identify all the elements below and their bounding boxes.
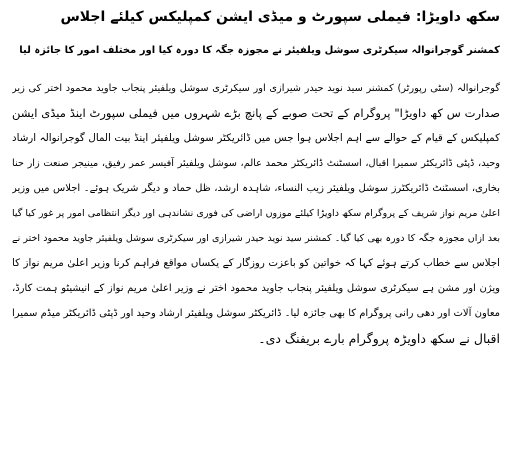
body-line: بخاری، اسسٹنٹ ڈائریکٹرز سوشل ویلفیئر زیب النساء، شاہدہ ارشد، ظل حماد و دیگر شریک ہوئے۔ اجلاس میں وزیر bbox=[12, 183, 500, 194]
article-headline: سکھ داویڑا: فیملی سپورٹ و میڈی ایشن کمپلیکس کیلئے اجلاس bbox=[60, 9, 500, 25]
body-line: اجلاس سے خطاب کرتے ہوئے کہا کہ خواتین کو باعزت روزگار کے یکساں مواقع فراہم کرنا وزیر اعلیٰ مریم نواز کا bbox=[12, 257, 500, 269]
body-line: ویژن اور مشن ہے سیکرٹری سوشل ویلفیئر پنجاب جاوید محمود اختر نے وزیر اعلیٰ مریم نواز کے انیشیٹو ہمت کارڈ، bbox=[12, 283, 500, 294]
body-line: بعد ازاں مجوزہ جگہ کا دورہ بھی کیا گیا۔ کمشنر سید نوید حیدر شیرازی اور سیکرٹری سوشل ویلفیئر جاوید محمود اختر نے bbox=[12, 233, 500, 244]
body-line: وحید، ڈپٹی ڈائریکٹر سمیرا اقبال، اسسٹنٹ ڈائریکٹر محمد عالم، سوشل ویلفیئر آفیسر عمر رفیق، مینیجر صنعت زار حنا bbox=[12, 158, 500, 169]
article-subheadline: کمشنر گوجرانوالہ سیکرٹری سوشل ویلفیئر نے مجوزہ جگہ کا دورہ کیا اور مختلف امور کا جائزہ لیا bbox=[19, 45, 500, 56]
body-line: کمپلیکس کے قیام کے حوالے سے اہم اجلاس ہوا جس میں ڈائریکٹر سوشل ویلفیئر اینڈ بیت المال گوجرانوالہ ارشاد bbox=[12, 132, 500, 144]
body-line: اعلیٰ مریم نواز شریف کے پروگرام سکھ داویڑا کیلئے موزوں اراضی کی فوری نشاندہی اور دیگر انتظامی امور پر غور کیا گیا bbox=[12, 208, 500, 219]
body-line: اقبال نے سکھ داویڑہ پروگرام بارے بریفنگ دی۔ bbox=[258, 331, 500, 346]
body-line: صدارت س کھ داویڑا" پروگرام کے تحت صوبے کے پانچ بڑے شہروں میں فیملی سپورٹ اینڈ میڈی ایشن bbox=[12, 106, 500, 120]
body-line: معاون آلات اور دھی رانی پروگرام کا بھی جائزہ لیا۔ ڈائریکٹر سوشل ویلفیئر ارشاد وحید اور ڈپٹی ڈائریکٹر میڈم سمیرا bbox=[12, 308, 500, 319]
article-body bbox=[12, 76, 500, 351]
body-line: گوجرانوالہ (سٹی رپورٹر) کمشنر سید نوید حیدر شیرازی اور سیکرٹری سوشل ویلفیئر پنجاب جاوید محمود اختر کی زیر bbox=[12, 83, 500, 94]
